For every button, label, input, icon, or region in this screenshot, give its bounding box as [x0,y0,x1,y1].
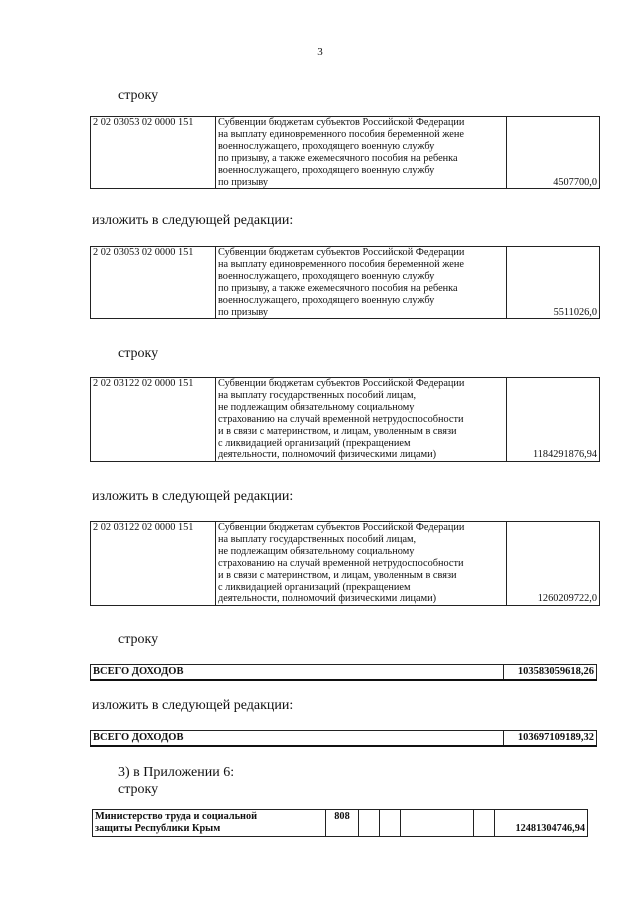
description-line: не подлежащим обязательному социальному [218,545,415,557]
description-line: на выплату государственных пособий лицам, [218,533,417,545]
description-line: по призыву, а также ежемесячного пособия на ребенка [218,282,458,294]
empty-cell [401,810,474,837]
table-row [91,665,597,681]
description-line: с ликвидацией организаций (прекращением [218,437,411,449]
description-line: по призыву [218,306,269,318]
appendix-6-heading: 3) в Приложении 6: [118,765,235,780]
budget-code: 2 02 03122 02 0000 151 [91,378,216,462]
total-table-2 [90,730,597,747]
empty-cell [380,810,401,837]
stroku-label-1: строку [118,88,159,103]
revenue-table-1 [90,116,600,189]
budget-amount: 1260209722,0 [507,522,600,606]
total-label: ВСЕГО ДОХОДОВ [91,731,504,747]
description-line: Субвенции бюджетам субъектов Российской Федерации [218,378,465,389]
budget-amount: 5511026,0 [507,247,600,319]
empty-cell [474,810,495,837]
revenue-table-2 [90,246,600,319]
empty-cell [359,810,380,837]
description-line: военнослужащего, проходящего военную службу [218,140,435,152]
budget-description [216,378,507,462]
ministry-name-line: Министерство труда и социальной [95,811,258,822]
description-line: по призыву [218,176,269,188]
ministry-name-line: защиты Республики Крым [95,823,221,834]
table-row [91,247,600,319]
izlozhit-label-3: изложить в следующей редакции: [92,698,294,713]
description-line: Субвенции бюджетам субъектов Российской Федерации [218,247,465,258]
total-label: ВСЕГО ДОХОДОВ [91,665,504,681]
description-line: на выплату единовременного пособия беременной жене [218,128,464,140]
stroku-label-4: строку [118,782,159,797]
description-line: военнослужащего, проходящего военную службу [218,164,435,176]
description-line: Субвенции бюджетам субъектов Российской Федерации [218,522,465,533]
description-line: деятельности, полномочий физическими лицами) [218,449,437,461]
budget-description [216,117,507,189]
table-row [91,378,600,462]
description-line: Субвенции бюджетам субъектов Российской Федерации [218,117,465,128]
page-number: 3 [317,46,323,58]
description-line: страхованию на случай временной нетрудоспособности [218,557,464,569]
description-line: и в связи с материнством, и лицам, уволенным в связи [218,425,457,437]
ministry-amount: 12481304746,94 [495,810,588,837]
description-line: по призыву, а также ежемесячного пособия на ребенка [218,152,458,164]
description-line: на выплату единовременного пособия беременной жене [218,258,464,270]
budget-description [216,522,507,606]
table-row [91,731,597,747]
budget-code: 2 02 03122 02 0000 151 [91,522,216,606]
total-amount: 103697109189,32 [504,731,597,747]
stroku-label-2: строку [118,346,159,361]
description-line: на выплату государственных пособий лицам, [218,389,417,401]
budget-code: 2 02 03053 02 0000 151 [91,247,216,319]
description-line: и в связи с материнством, и лицам, уволенным в связи [218,569,457,581]
table-row [91,117,600,189]
stroku-label-3: строку [118,632,159,647]
izlozhit-label-2: изложить в следующей редакции: [92,489,294,504]
total-table-1 [90,664,597,681]
budget-amount: 1184291876,94 [507,378,600,462]
ministry-code: 808 [326,810,359,837]
revenue-table-4 [90,521,600,606]
ministry-name [93,810,326,837]
description-line: военнослужащего, проходящего военную службу [218,294,435,306]
budget-amount: 4507700,0 [507,117,600,189]
description-line: военнослужащего, проходящего военную службу [218,270,435,282]
total-amount: 103583059618,26 [504,665,597,681]
description-line: страхованию на случай временной нетрудоспособности [218,413,464,425]
description-line: с ликвидацией организаций (прекращением [218,581,411,593]
izlozhit-label-1: изложить в следующей редакции: [92,213,294,228]
budget-code: 2 02 03053 02 0000 151 [91,117,216,189]
ministry-table [92,809,588,837]
description-line: деятельности, полномочий физическими лицами) [218,593,437,605]
table-row [91,522,600,606]
budget-description [216,247,507,319]
table-row [93,810,588,837]
revenue-table-3 [90,377,600,462]
description-line: не подлежащим обязательному социальному [218,401,415,413]
